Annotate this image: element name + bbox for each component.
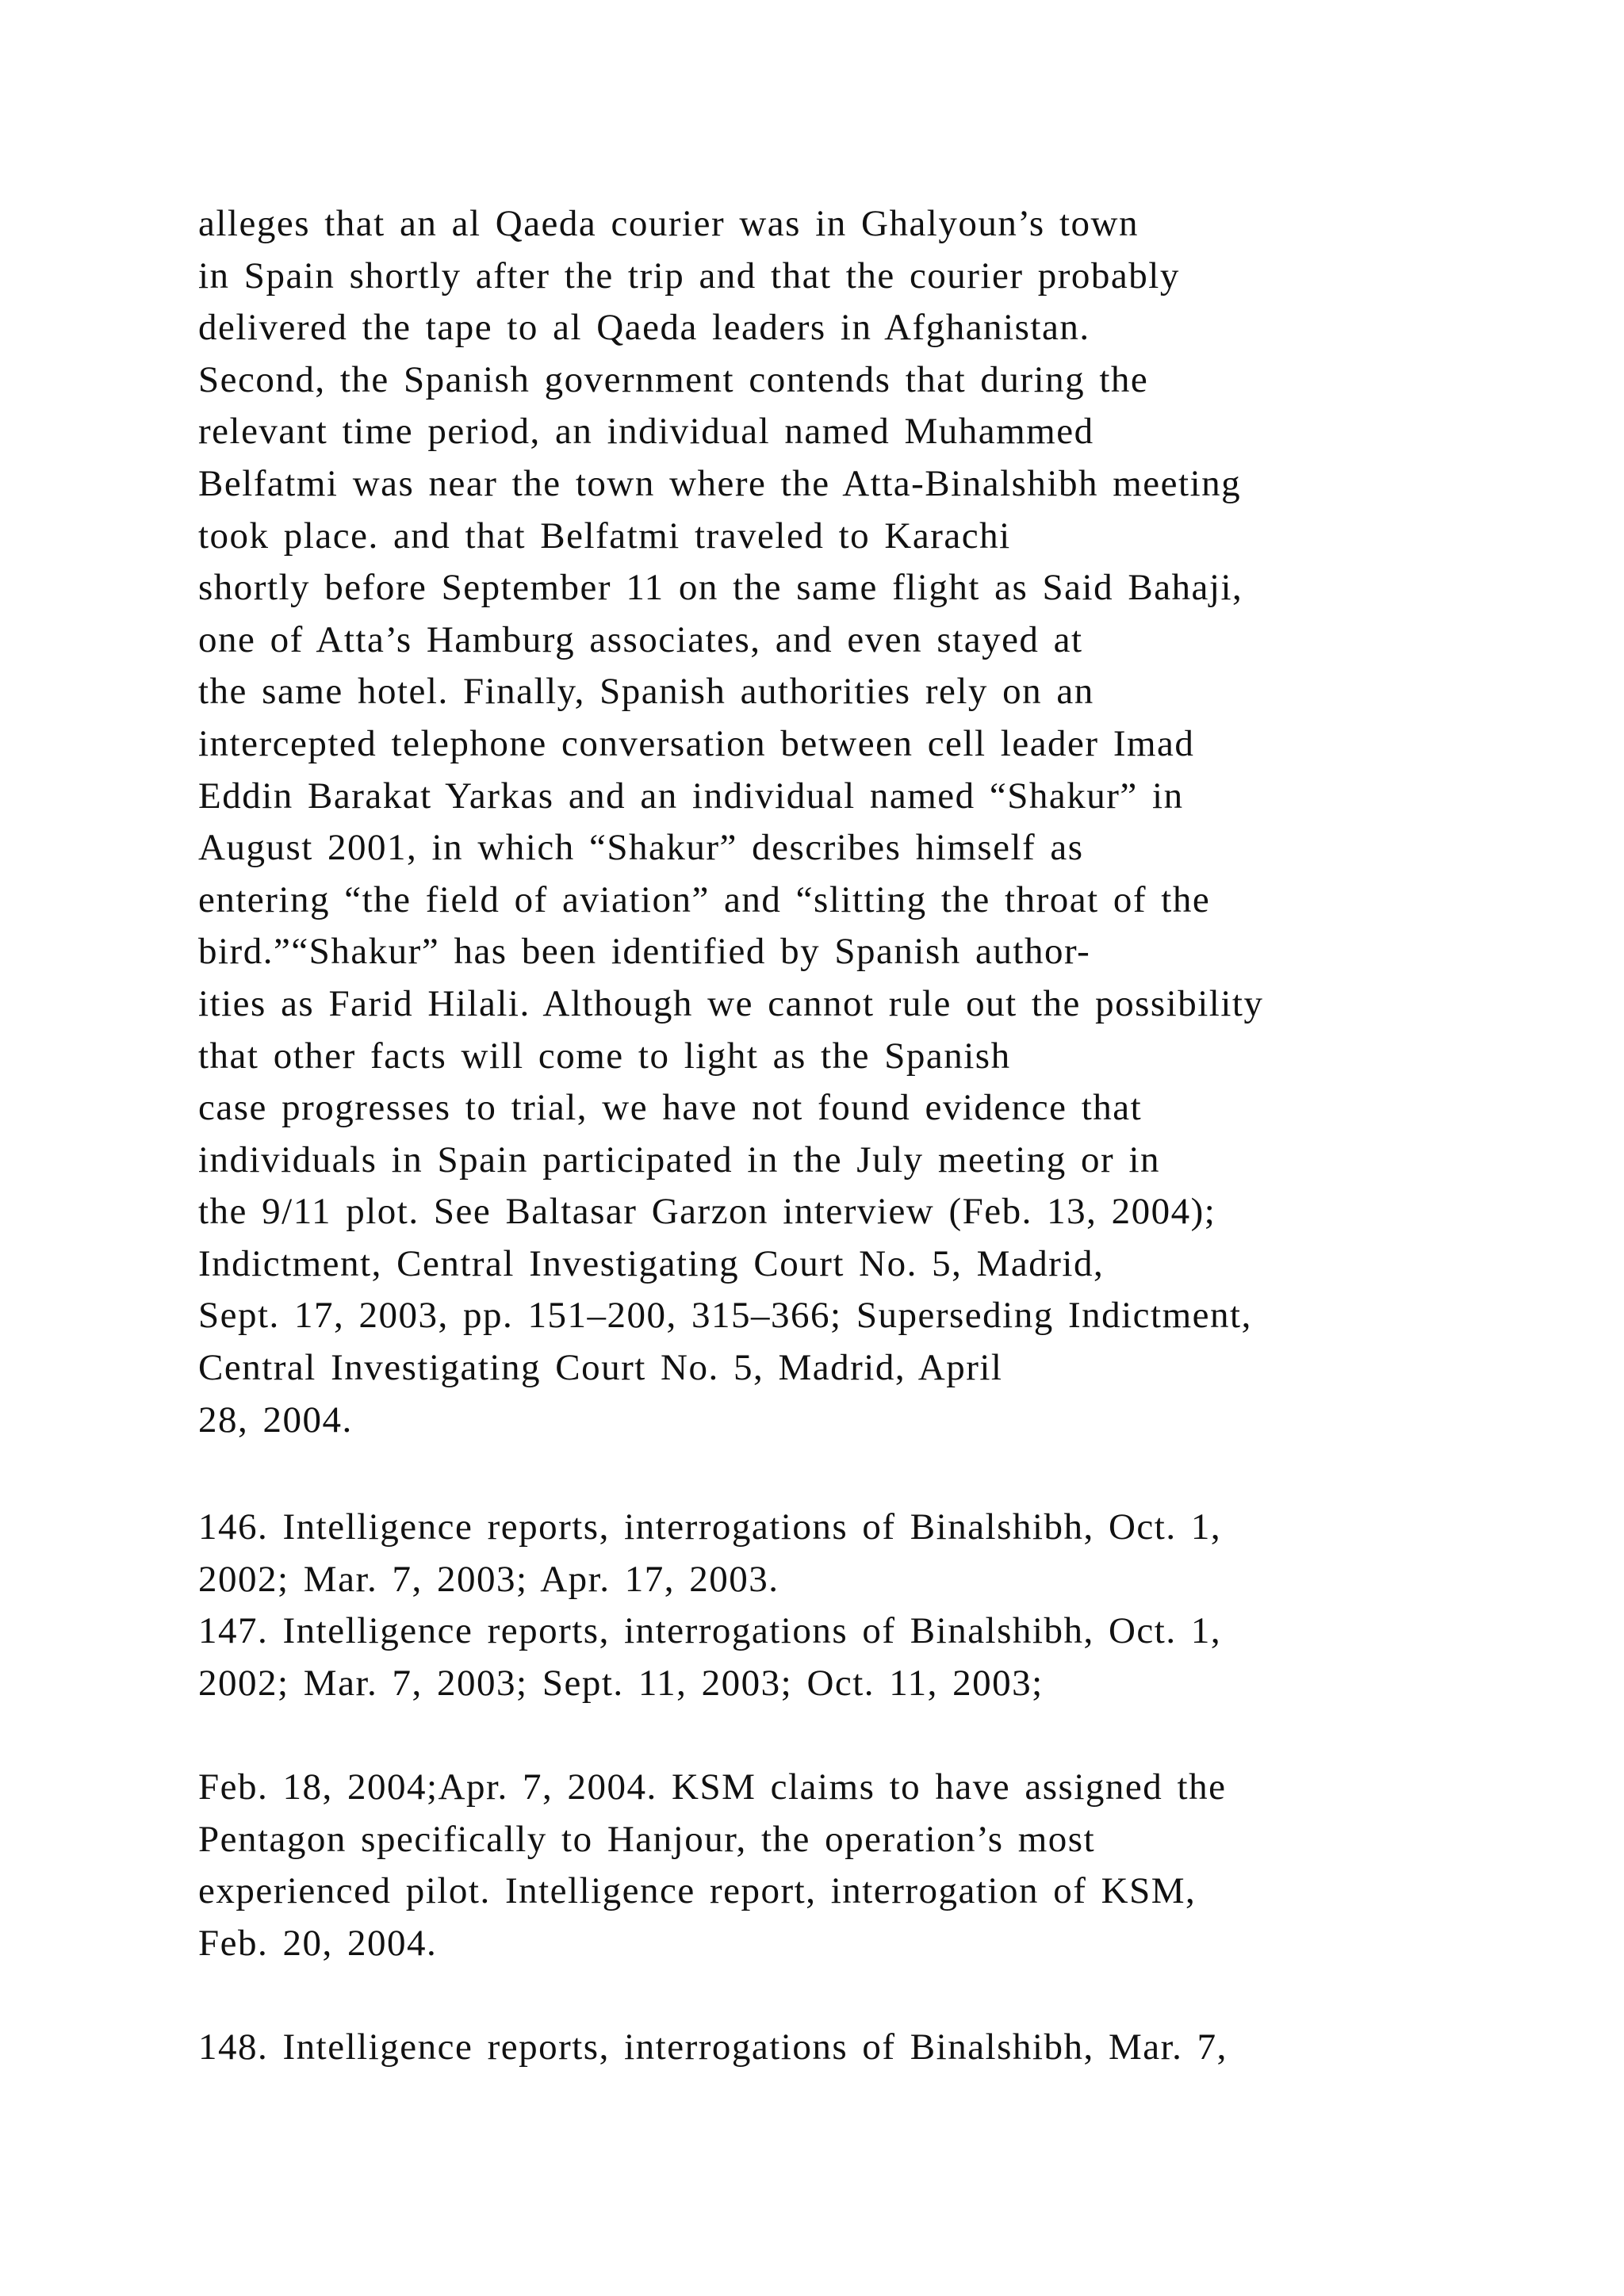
text-line: Belfatmi was near the town where the Atta-Binalshibh meeting [198,462,1242,504]
text-line: Central Investigating Court No. 5, Madrid, April [198,1347,1003,1389]
text-line: the same hotel. Finally, Spanish authorities rely on an [198,671,1094,713]
text-line: the 9/11 plot. See Baltasar Garzon interview (Feb. 13, 2004); [198,1191,1216,1233]
footnotes-146-147 [198,1502,1467,1709]
text-line: bird.”“Shakur” has been identified by Spanish author- [198,931,1091,973]
text-line: Sept. 17, 2003, pp. 151–200, 315–366; Superseding Indictment, [198,1295,1252,1337]
text-line: that other facts will come to light as the Spanish [198,1035,1011,1077]
text-line: 28, 2004. [198,1399,353,1441]
text-line: one of Atta’s Hamburg associates, and even stayed at [198,618,1083,660]
footnote-paragraph-continuation [198,198,1467,1446]
text-line: relevant time period, an individual named Muhammed [198,411,1094,453]
text-line: 148. Intelligence reports, interrogations of Binalshibh, Mar. 7, [198,2026,1228,2068]
text-line: alleges that an al Qaeda courier was in Ghalyoun’s town [198,203,1139,244]
text-line: August 2001, in which “Shakur” describes himself as [198,827,1084,869]
text-line: in Spain shortly after the trip and that the courier probably [198,254,1180,297]
text-line: delivered the tape to al Qaeda leaders in Afghanistan. [198,307,1090,349]
text-line: took place. and that Belfatmi traveled to Karachi [198,515,1011,557]
text-line: Feb. 20, 2004. [198,1922,438,1964]
text-line: Second, the Spanish government contends that during the [198,358,1149,400]
text-line: entering “the field of aviation” and “slitting the throat of the [198,878,1211,920]
footnote-147-continuation [198,1762,1467,1969]
text-line: 146. Intelligence reports, interrogations of Binalshibh, Oct. 1, [198,1506,1222,1548]
text-line: 147. Intelligence reports, interrogations of Binalshibh, Oct. 1, [198,1610,1222,1652]
text-line: 2002; Mar. 7, 2003; Apr. 17, 2003. [198,1558,779,1600]
text-line: case progresses to trial, we have not found evidence that [198,1087,1143,1129]
text-line: 2002; Mar. 7, 2003; Sept. 11, 2003; Oct. 11, 2003; [198,1662,1044,1704]
text-line: individuals in Spain participated in the July meeting or in [198,1138,1161,1181]
text-line: Eddin Barakat Yarkas and an individual named “Shakur” in [198,775,1184,817]
text-line: Pentagon specifically to Hanjour, the operation’s most [198,1818,1096,1860]
text-line: Indictment, Central Investigating Court No. 5, Madrid, [198,1242,1105,1284]
text-line: experienced pilot. Intelligence report, interrogation of KSM, [198,1870,1197,1912]
text-line: shortly before September 11 on the same flight as Said Bahaji, [198,567,1243,609]
text-line: ities as Farid Hilali. Although we cannot rule out the possibility [198,982,1264,1024]
text-line: Feb. 18, 2004;Apr. 7, 2004. KSM claims to have assigned the [198,1766,1227,1808]
footnote-148 [198,2022,1467,2074]
text-line: intercepted telephone conversation between cell leader Imad [198,722,1195,764]
